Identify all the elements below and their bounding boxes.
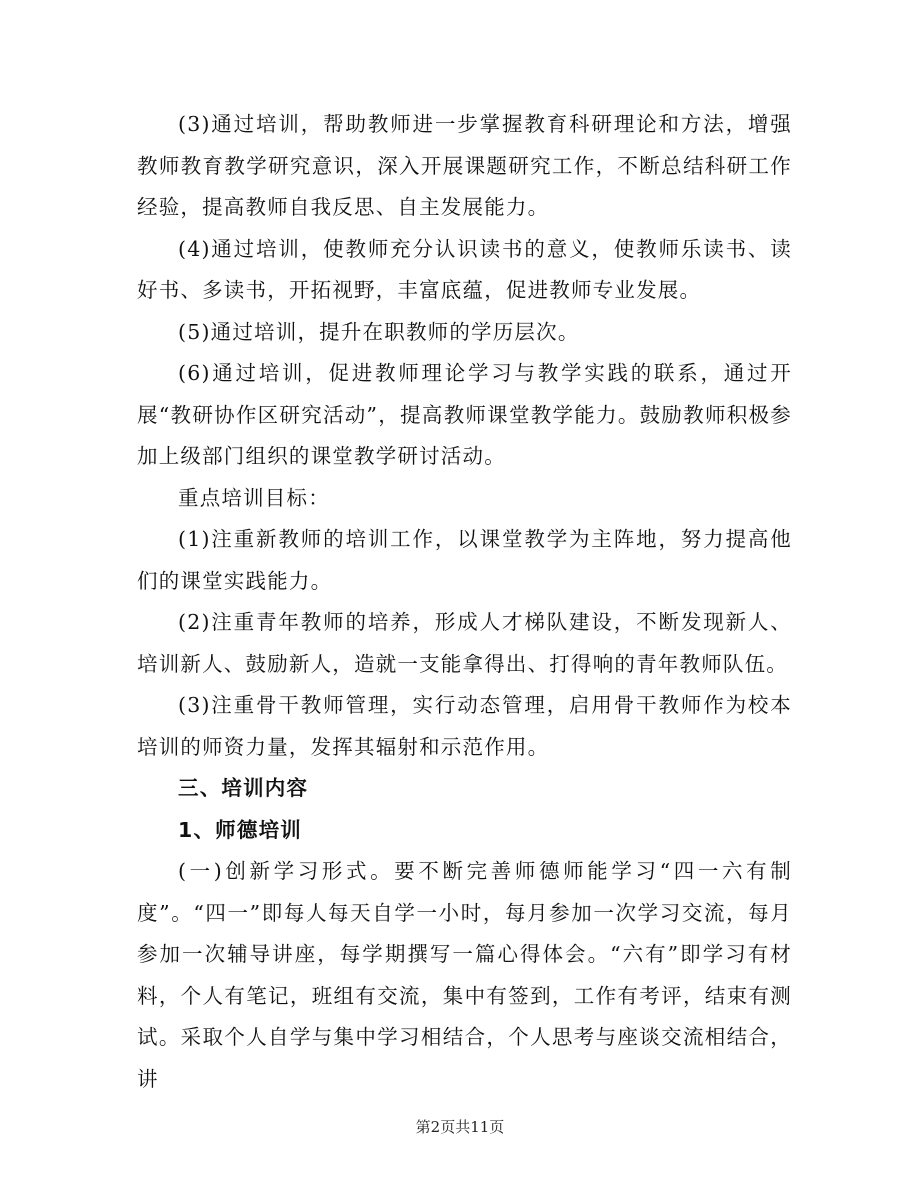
paragraph-ethics-training: (一)创新学习形式。要不断完善师德师能学习“四一六有制度”。“四一”即每人每天自学一小时，每月参加一次学习交流，每月参加一次辅导讲座，每学期撰写一篇心得体会。“六有”即学习有材料，个人有笔记，班组有交流，集中有签到，工作有考评，结束有测试。采取个人自学与集中学习相结合，个人思考与座谈交流相结合，讲 — [137, 859, 792, 1091]
page-number-footer: 第2页共11页 — [415, 1118, 505, 1136]
paragraph-key-goals-label: 重点培训目标： — [178, 485, 330, 510]
subsection-heading: 1、师德培训 — [178, 817, 302, 842]
document-body — [137, 104, 792, 1100]
paragraph-goal-3: (3)通过培训，帮助教师进一步掌握教育科研理论和方法，增强教师教育教学研究意识，深入开展课题研究工作，不断总结科研工作经验，提高教师自我反思、自主发展能力。 — [137, 112, 792, 219]
section-heading: 三、培训内容 — [178, 776, 309, 800]
paragraph-key-goal-2: (2)注重青年教师的培养，形成人才梯队建设，不断发现新人、培训新人、鼓励新人，造就一支能拿得出、打得响的青年教师队伍。 — [137, 610, 792, 676]
paragraph-goal-6: (6)通过培训，促进教师理论学习与教学实践的联系，通过开展“教研协作区研究活动”，提高教师课堂教学能力。鼓励教师积极参加上级部门组织的课堂教学研讨活动。 — [137, 361, 792, 468]
paragraph-goal-5: (5)通过培训，提升在职教师的学历层次。 — [178, 319, 580, 344]
paragraph-key-goal-3: (3)注重骨干教师管理，实行动态管理，启用骨干教师作为校本培训的师资力量，发挥其辐射和示范作用。 — [137, 693, 792, 759]
paragraph-goal-4: (4)通过培训，使教师充分认识读书的意义，使教师乐读书、读好书、多读书，开拓视野，丰富底蕴，促进教师专业发展。 — [137, 236, 792, 302]
paragraph-key-goal-1: (1)注重新教师的培训工作，以课堂教学为主阵地，努力提高他们的课堂实践能力。 — [137, 527, 792, 593]
